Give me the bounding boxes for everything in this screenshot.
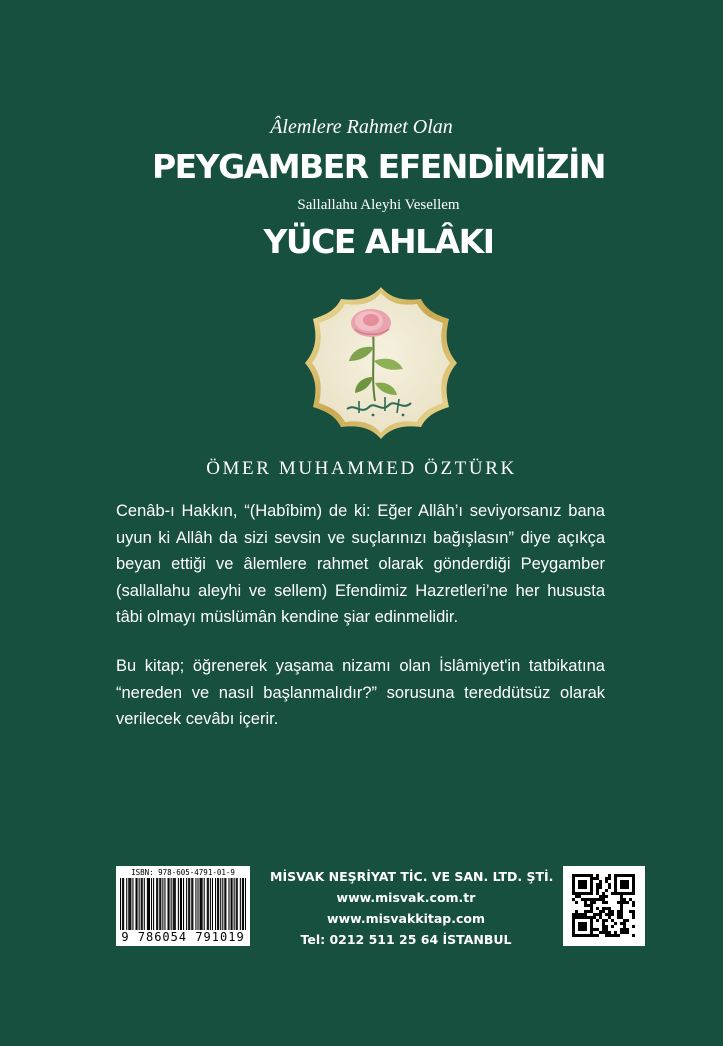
publisher-website-2[interactable]: www.misvakkitap.com: [327, 911, 485, 926]
blurb-paragraph-2: Bu kitap; öğrenerek yaşama nizamı olan İslâmiyet'in tatbikatına “nereden ve nasıl başlanmalıdır?” sorusuna tereddütsüz olarak verilecek cevâbı içerir.: [116, 657, 605, 728]
publisher-info: [270, 866, 554, 950]
cover-subtitle: Âlemlere Rahmet Olan: [270, 116, 453, 138]
isbn-barcode: [116, 866, 250, 946]
publisher-website-1[interactable]: www.misvak.com.tr: [336, 890, 476, 905]
cover-title-line1: PEYGAMBER EFENDİMİZİN: [151, 147, 606, 186]
cover-title-line2: YÜCE AHLÂKI: [263, 222, 494, 261]
qr-code-icon: [563, 866, 645, 946]
cover-salawat: Sallallahu Aleyhi Vesellem: [297, 197, 460, 213]
rose-calligraphy-emblem: [299, 285, 463, 441]
barcode-bars: [120, 878, 246, 930]
publisher-name: MİSVAK NEŞRİYAT TİC. VE SAN. LTD. ŞTİ.: [270, 869, 554, 884]
qr-code-pattern: [563, 866, 645, 946]
ean-number: 9 786054 791019: [121, 930, 245, 944]
publisher-phone: Tel: 0212 511 25 64 İSTANBUL: [300, 932, 512, 947]
isbn-label: ISBN: 978-605-4791-01-9: [131, 868, 235, 877]
blurb-paragraph-1: Cenâb-ı Hakkın, “(Habîbim) de ki: Eğer Allâh’ı seviyorsanız bana uyun ki Allâh da sizi sevsin ve suçlarınızı bağışlasın” diye açıkça beyan ettiği ve âlemlere rahmet olarak gönderdiği Peygamber (sallallahu aleyhi ve sellem) Efendimiz Hazretleri’ne her hususta tâbi olmayı müslümân kendine şiar edinmelidir.: [116, 502, 605, 626]
author-name: ÖMER MUHAMMED ÖZTÜRK: [206, 458, 517, 479]
